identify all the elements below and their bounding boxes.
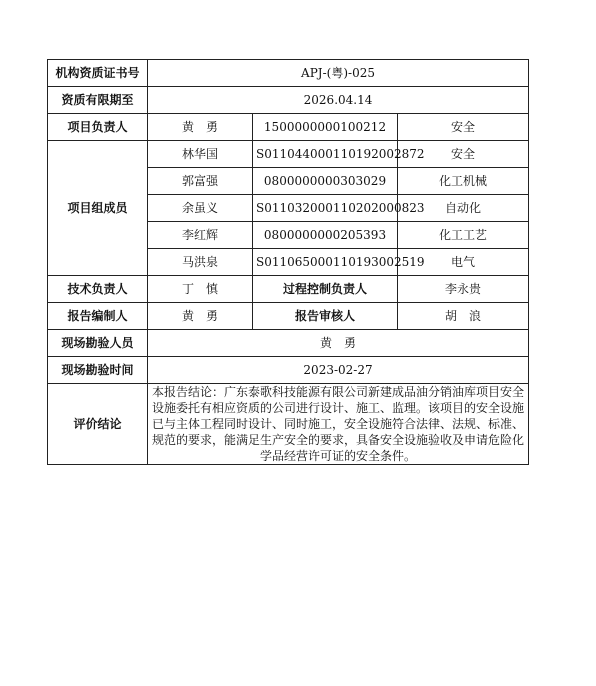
inspector-row <box>48 330 529 357</box>
cert-no-row <box>48 60 529 87</box>
process-control-label: 过程控制负责人 <box>253 276 398 303</box>
member-row <box>48 141 529 168</box>
inspect-time-label: 现场勘验时间 <box>48 357 148 384</box>
member-cert: 0800000000303029 <box>253 168 398 195</box>
leader-label: 项目负责人 <box>48 114 148 141</box>
cert-no-value: APJ-(粤)-025 <box>148 60 529 87</box>
inspector-value: 黄 勇 <box>148 330 529 357</box>
tech-row <box>48 276 529 303</box>
member-field: 化工工艺 <box>398 222 529 249</box>
member-cert: S011044000110192002872 <box>253 141 398 168</box>
process-control-name: 李永贵 <box>398 276 529 303</box>
validity-label: 资质有限期至 <box>48 87 148 114</box>
member-name: 李红辉 <box>148 222 253 249</box>
report-row <box>48 303 529 330</box>
leader-cert: 1500000000100212 <box>253 114 398 141</box>
member-field: 电气 <box>398 249 529 276</box>
member-cert: S011032000110202000823 <box>253 195 398 222</box>
report-author-name: 黄 勇 <box>148 303 253 330</box>
conclusion-row <box>48 384 529 465</box>
validity-value: 2026.04.14 <box>148 87 529 114</box>
member-field: 化工机械 <box>398 168 529 195</box>
inspect-time-value: 2023-02-27 <box>148 357 529 384</box>
member-field: 自动化 <box>398 195 529 222</box>
member-field: 安全 <box>398 141 529 168</box>
conclusion-label: 评价结论 <box>48 384 148 465</box>
report-reviewer-label: 报告审核人 <box>253 303 398 330</box>
cert-no-label: 机构资质证书号 <box>48 60 148 87</box>
members-label: 项目组成员 <box>48 141 148 276</box>
info-table <box>47 59 529 465</box>
leader-row <box>48 114 529 141</box>
tech-lead-name: 丁 慎 <box>148 276 253 303</box>
member-cert: 0800000000205393 <box>253 222 398 249</box>
member-name: 林华国 <box>148 141 253 168</box>
leader-name: 黄 勇 <box>148 114 253 141</box>
validity-row <box>48 87 529 114</box>
conclusion-text: 本报告结论：广东泰歌科技能源有限公司新建成品油分销油库项目安全设施委托有相应资质的公司进行设计、施工、监理。该项目的安全设施已与主体工程同时设计、同时施工，安全设施符合法律、法规、标准、规范的要求，能满足生产安全的要求，具备安全设施验收及申请危险化学品经营许可证的安全条件。 <box>148 384 529 465</box>
leader-field: 安全 <box>398 114 529 141</box>
report-reviewer-name: 胡 浪 <box>398 303 529 330</box>
report-author-label: 报告编制人 <box>48 303 148 330</box>
tech-lead-label: 技术负责人 <box>48 276 148 303</box>
inspect-time-row <box>48 357 529 384</box>
member-cert: S011065000110193002519 <box>253 249 398 276</box>
member-name: 余虽义 <box>148 195 253 222</box>
member-name: 马洪泉 <box>148 249 253 276</box>
member-name: 郭富强 <box>148 168 253 195</box>
inspector-label: 现场勘验人员 <box>48 330 148 357</box>
